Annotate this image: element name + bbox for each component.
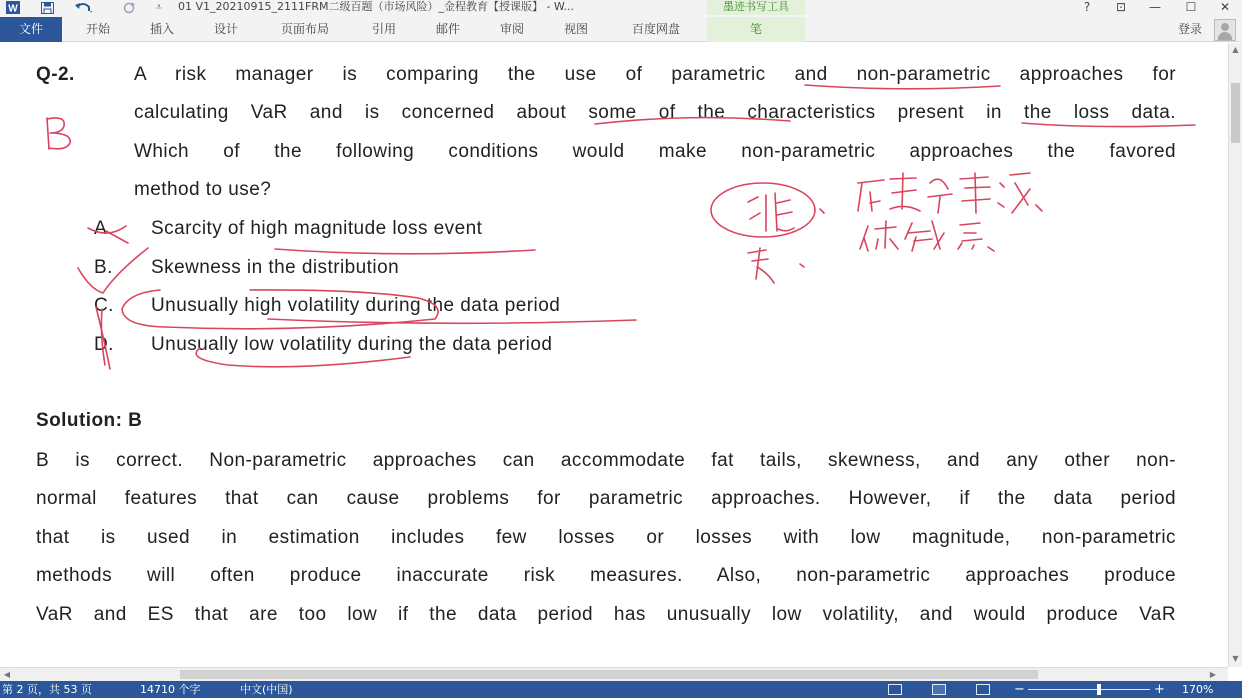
option-d-text: Unusually low volatility during the data period bbox=[151, 334, 553, 355]
undo-icon[interactable] bbox=[72, 0, 96, 15]
option-c-text: Unusually high volatility during the data period bbox=[151, 295, 561, 316]
scroll-left-icon[interactable]: ◀ bbox=[3, 670, 11, 679]
solution-line: B is correct. Non-parametric approaches can accommodate fat tails, skewness, and any other non- bbox=[36, 450, 1176, 471]
window-title: 01 V1_20210915_2111FRM二级百题（市场风险）_金程教育【授课版】 - W... bbox=[178, 0, 575, 13]
tab-home[interactable]: 开始 bbox=[85, 22, 110, 36]
tab-view[interactable]: 视图 bbox=[563, 22, 588, 36]
option-a-text: Scarcity of high magnitude loss event bbox=[151, 218, 483, 239]
title-bar bbox=[0, 0, 1242, 15]
zoom-out-button[interactable]: − bbox=[1014, 682, 1025, 697]
option-b-text: Skewness in the distribution bbox=[151, 257, 400, 278]
tab-file[interactable]: 文件 bbox=[0, 17, 62, 42]
scroll-right-icon[interactable]: ▶ bbox=[1209, 670, 1217, 679]
read-mode-icon[interactable] bbox=[888, 684, 902, 695]
web-layout-icon[interactable] bbox=[976, 684, 990, 695]
option-c-letter: C. bbox=[94, 295, 114, 316]
scroll-down-icon[interactable]: ▼ bbox=[1232, 654, 1239, 663]
close-button[interactable]: ✕ bbox=[1219, 0, 1231, 14]
question-number: Q-2. bbox=[36, 64, 75, 85]
solution-line: that is used in estimation includes few losses or losses with low magnitude, non-parametric bbox=[36, 527, 1176, 548]
zoom-slider[interactable] bbox=[1028, 689, 1150, 690]
word-app-icon[interactable] bbox=[2, 0, 24, 15]
solution-line: VaR and ES that are too low if the data period has unusually low volatility, and would produce VaR bbox=[36, 604, 1176, 625]
ink-tools-context-label: 墨迹书写工具 bbox=[707, 0, 805, 15]
avatar[interactable] bbox=[1214, 19, 1236, 41]
tab-design[interactable]: 设计 bbox=[213, 22, 238, 36]
customize-qat-icon[interactable]: ⩡ bbox=[156, 2, 162, 13]
tab-baidu-netdisk[interactable]: 百度网盘 bbox=[631, 22, 680, 36]
tab-review[interactable]: 审阅 bbox=[499, 22, 524, 36]
tab-pen[interactable]: 笔 bbox=[707, 17, 805, 42]
document-page[interactable] bbox=[0, 43, 1228, 667]
zoom-level[interactable]: 170% bbox=[1182, 683, 1214, 696]
help-button[interactable]: ? bbox=[1083, 0, 1091, 14]
tab-references[interactable]: 引用 bbox=[371, 22, 396, 36]
vertical-scroll-thumb[interactable] bbox=[1231, 83, 1240, 143]
redo-icon[interactable] bbox=[118, 0, 140, 15]
zoom-in-button[interactable]: + bbox=[1154, 682, 1165, 697]
vertical-scrollbar[interactable] bbox=[1228, 43, 1242, 667]
question-line: Which of the following conditions would make non-parametric approaches the favored bbox=[134, 141, 1176, 162]
page-count[interactable]: 第 2 页，共 53 页 bbox=[2, 683, 92, 696]
scroll-up-icon[interactable]: ▲ bbox=[1232, 45, 1239, 54]
horizontal-scroll-thumb[interactable] bbox=[180, 670, 1038, 679]
maximize-button[interactable]: ☐ bbox=[1185, 0, 1197, 14]
ribbon-display-button[interactable]: ⊡ bbox=[1115, 0, 1127, 14]
question-line: calculating VaR and is concerned about some of the characteristics present in the loss data. bbox=[134, 102, 1176, 123]
print-layout-icon[interactable] bbox=[932, 684, 946, 695]
question-line: method to use? bbox=[134, 179, 272, 200]
status-bar bbox=[0, 681, 1242, 698]
minimize-button[interactable]: — bbox=[1149, 0, 1161, 14]
question-line: A risk manager is comparing the use of parametric and non-parametric approaches for bbox=[134, 64, 1176, 85]
option-a-letter: A. bbox=[94, 218, 113, 239]
option-d-letter: D. bbox=[94, 334, 114, 355]
option-b-letter: B. bbox=[94, 257, 113, 278]
solution-heading: Solution: B bbox=[36, 410, 143, 431]
ribbon-tab-bar bbox=[0, 15, 1242, 42]
zoom-slider-thumb[interactable] bbox=[1097, 684, 1101, 695]
login-link[interactable]: 登录 bbox=[1178, 22, 1203, 36]
solution-line: methods will often produce inaccurate risk measures. Also, non-parametric approaches produce bbox=[36, 565, 1176, 586]
word-count[interactable]: 14710 个字 bbox=[140, 683, 201, 696]
language-indicator[interactable]: 中文(中国) bbox=[240, 683, 293, 696]
save-icon[interactable] bbox=[36, 0, 58, 15]
horizontal-scrollbar[interactable] bbox=[0, 667, 1228, 681]
tab-mailings[interactable]: 邮件 bbox=[435, 22, 460, 36]
tab-insert[interactable]: 插入 bbox=[149, 22, 174, 36]
tab-page-layout[interactable]: 页面布局 bbox=[280, 22, 329, 36]
svg-text:W: W bbox=[8, 3, 18, 14]
solution-line: normal features that can cause problems for parametric approaches. However, if the data period bbox=[36, 488, 1176, 509]
